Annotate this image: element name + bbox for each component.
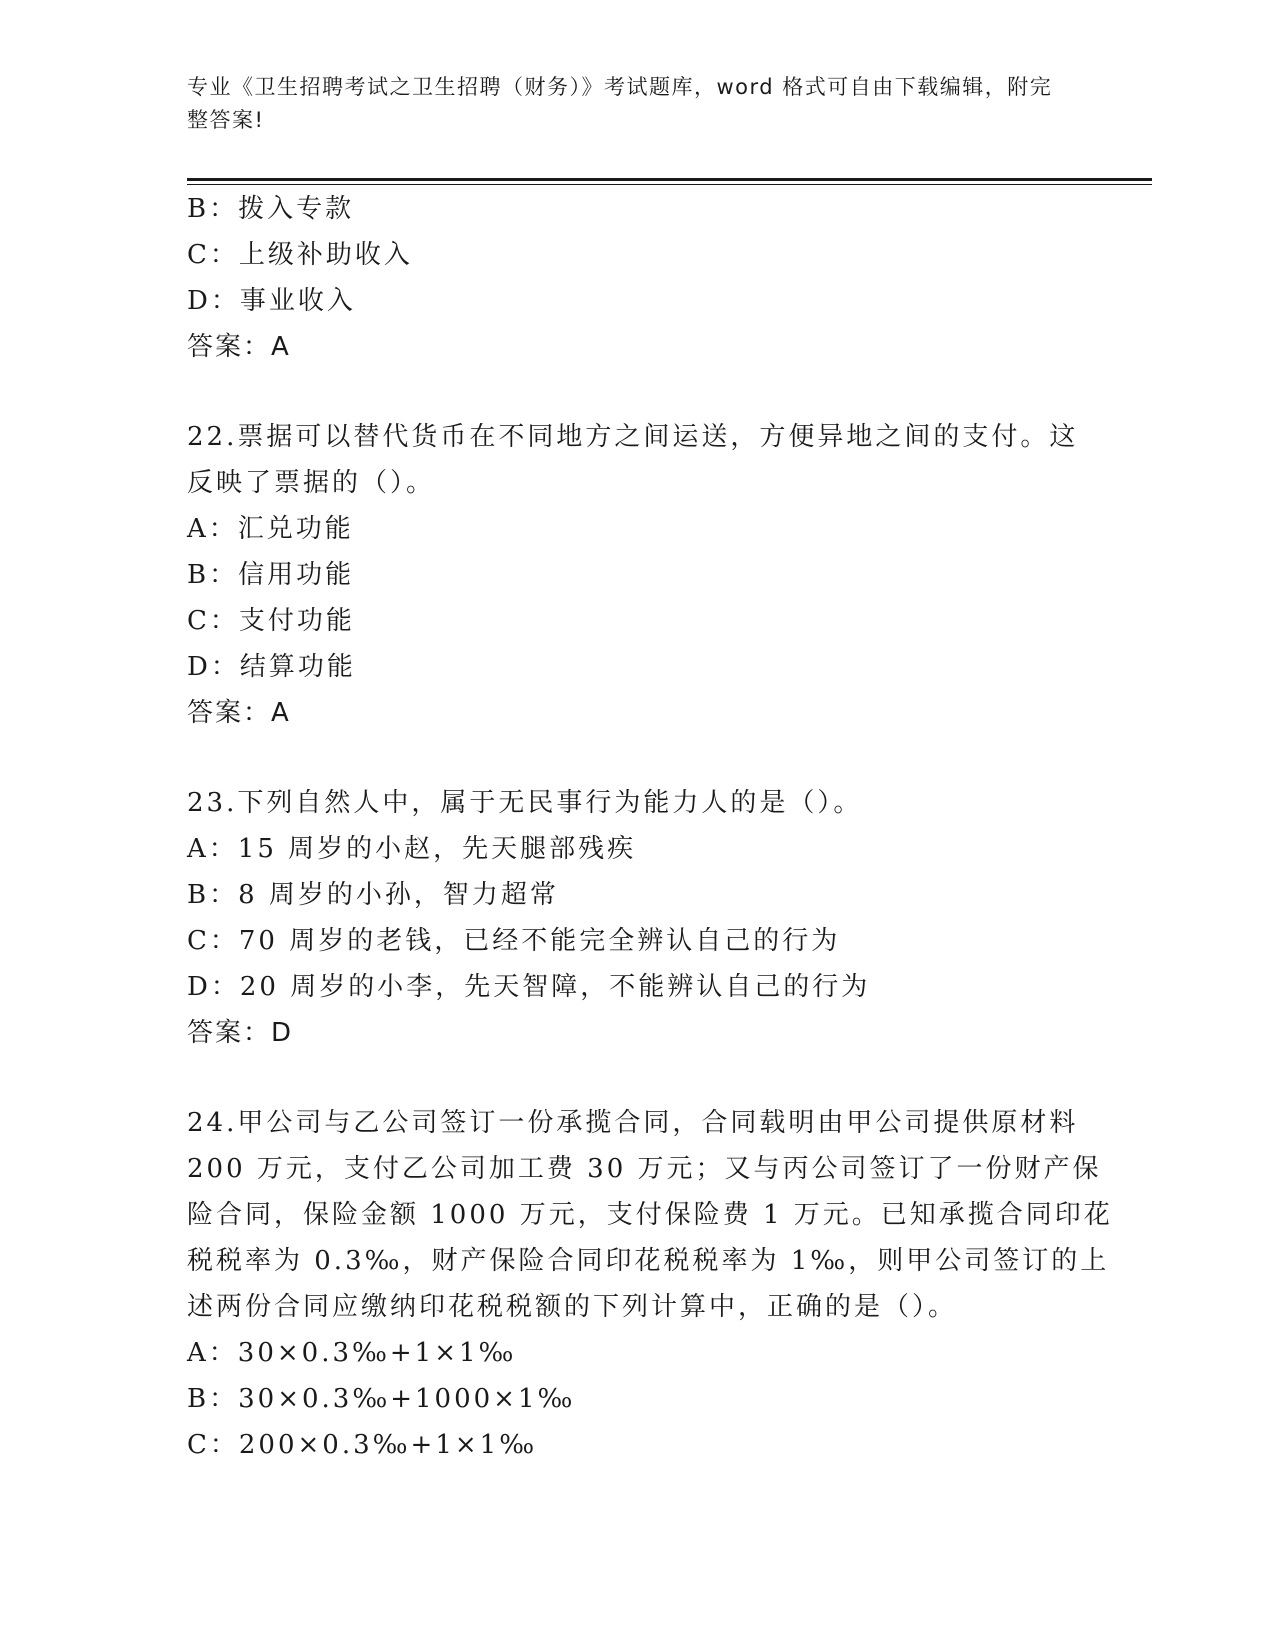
option-d: D：结算功能 — [187, 652, 356, 682]
option-b: B：拨入专款 — [187, 194, 355, 224]
question-block-23 — [187, 780, 1077, 1056]
header-divider — [187, 178, 1152, 181]
option-d: D：20 周岁的小李，先天智障，不能辨认自己的行为 — [187, 972, 871, 1002]
question-stem-line: 200 万元，支付乙公司加工费 30 万元；又与丙公司签订了一份财产保 — [187, 1154, 1102, 1184]
option-c: C：70 周岁的老钱，已经不能完全辨认自己的行为 — [187, 926, 841, 956]
option-a: A：15 周岁的小赵，先天腿部残疾 — [187, 834, 637, 864]
option-a: A：汇兑功能 — [187, 514, 354, 544]
question-stem-line: 22.票据可以替代货币在不同地方之间运送，方便异地之间的支付。这 — [187, 422, 1079, 452]
option-c: C：上级补助收入 — [187, 240, 413, 270]
question-block-24 — [187, 1100, 1113, 1468]
question-block-22 — [187, 414, 1077, 736]
option-b: B：8 周岁的小孙，智力超常 — [187, 880, 559, 910]
option-a: A：30×0.3‰+1×1‰ — [187, 1338, 517, 1368]
header-divider-thin — [187, 184, 1152, 185]
question-stem-line: 税税率为 0.3‰，财产保险合同印花税税率为 1‰，则甲公司签订的上 — [187, 1246, 1110, 1276]
option-b: B：30×0.3‰+1000×1‰ — [187, 1384, 576, 1414]
spacer — [187, 736, 1077, 780]
question-stem-line: 24.甲公司与乙公司签订一份承揽合同，合同载明由甲公司提供原材料 — [187, 1108, 1079, 1138]
spacer — [187, 370, 1077, 414]
option-d: D：事业收入 — [187, 286, 356, 316]
question-stem-line: 反映了票据的（）。 — [187, 468, 436, 498]
question-stem-line: 险合同，保险金额 1000 万元，支付保险费 1 万元。已知承揽合同印花 — [187, 1200, 1113, 1230]
option-b: B：信用功能 — [187, 560, 355, 590]
page-header: 专业《卫生招聘考试之卫生招聘（财务）》考试题库，word 格式可自由下载编辑，附完整答案! — [187, 75, 1053, 132]
spacer — [187, 1056, 1077, 1100]
option-c: C：支付功能 — [187, 606, 355, 636]
answer-line: 答案：D — [187, 1018, 294, 1048]
question-block-21 — [187, 186, 1077, 370]
option-c: C：200×0.3‰+1×1‰ — [187, 1430, 538, 1460]
answer-line: 答案：A — [187, 332, 291, 362]
question-content — [187, 186, 1113, 1468]
question-stem-line: 述两份合同应缴纳印花税税额的下列计算中，正确的是（）。 — [187, 1292, 958, 1322]
question-stem-line: 23.下列自然人中，属于无民事行为能力人的是（）。 — [187, 788, 863, 818]
answer-line: 答案：A — [187, 698, 291, 728]
